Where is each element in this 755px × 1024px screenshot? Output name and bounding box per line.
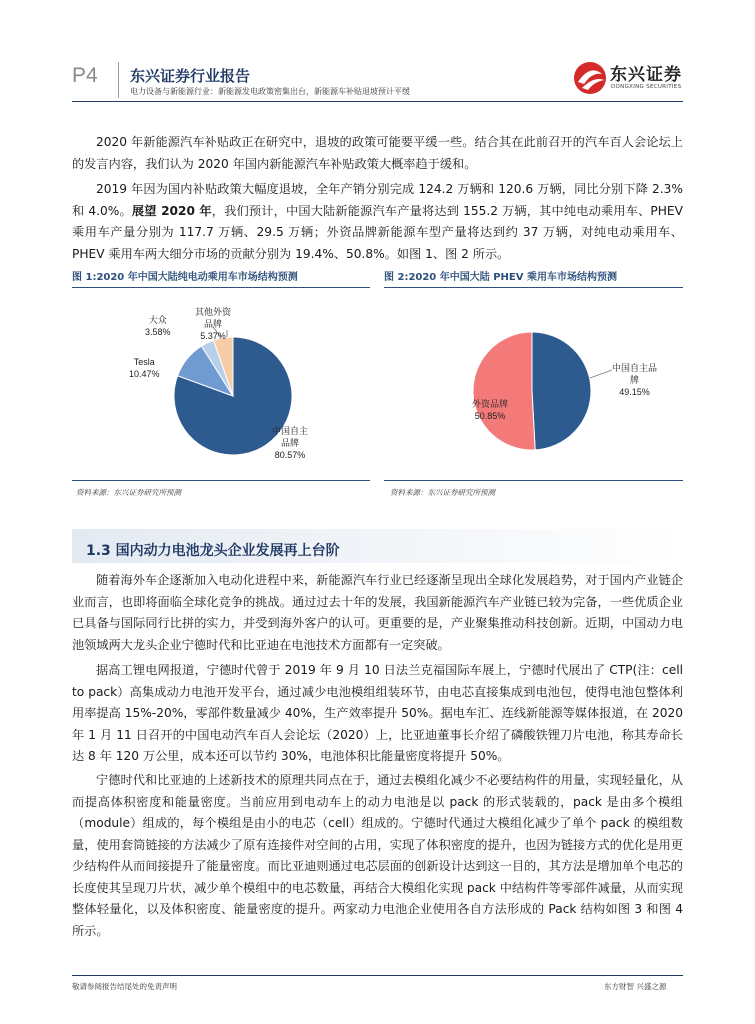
- paragraph-1: 2020 年新能源汽车补贴政正在研究中，退坡的政策可能要平缓一些。结合其在此前召开的汽车百人会论坛上的发言内容，我们认为 2020 年国内新能源汽车补贴政策大概率趋于缓和。: [72, 135, 683, 171]
- figure-2-bottom-rule: [384, 480, 683, 481]
- figure-2-top-rule: [384, 287, 683, 288]
- pie2-label-foreign: 外资品牌 50.85%: [472, 399, 509, 421]
- header-rule: [72, 101, 683, 102]
- logo-icon: [572, 60, 608, 96]
- pie2-slice-0: [532, 332, 591, 450]
- figure-1-source: 资料来源：东兴证券研究所预测: [76, 488, 181, 497]
- pie2-leader-domestic: [590, 370, 612, 378]
- paragraph-2: 2019 年因为国内补贴政策大幅度退坡，全年产销分别完成 124.2 万辆和 120.6 万辆，同比分别下降 2.3%和 4.0%。展望 2020 年，我们预计，中国大陆新能源汽车产量将达到 155.2 万辆，其中纯电动乘用车、PHEV 乘用车产量分别为 117.7 万辆、29.5 万辆；外资品牌新能源车型产量将达到约 37 万辆，对纯电动乘用车、PHEV 乘用车两大细分市场的贡献分别为 19.4%、50.8%。如图 1、图 2 所示。: [72, 182, 683, 261]
- pie1-label-domestic: 中国自主 品牌 80.57%: [272, 426, 309, 460]
- report-subtitle: 电力设备与新能源行业：新能源发电政策密集出台，新能源车补贴退坡预计平缓: [130, 87, 410, 96]
- pie1-label-vw: 大众 3.58%: [145, 315, 171, 337]
- figure-1-bottom-rule: [72, 480, 370, 481]
- logo-text-en: DONGXING SECURITIES: [611, 84, 682, 90]
- section-title: 1.3 国内动力电池龙头企业发展再上台阶: [86, 543, 340, 559]
- company-logo: [572, 58, 690, 100]
- figure-2-caption: 图 2:2020 年中国大陆 PHEV 乘用车市场结构预测: [384, 272, 617, 283]
- figure-1-caption: 图 1:2020 年中国大陆纯电动乘用车市场结构预测: [72, 272, 298, 283]
- pie2-slice-1: [473, 332, 535, 450]
- report-brand-title: 东兴证券行业报告: [130, 67, 251, 85]
- paragraph-3: 随着海外车企逐渐加入电动化进程中来，新能源汽车行业已经逐渐呈现出全球化发展趋势，对于国内产业链企业而言，也即将面临全球化竞争的挑战。通过过去十年的发展，我国新能源汽车产业链已较为完备，一些优质企业已具备与国际同行比拼的实力，并受到海外客户的认可。更重要的是，产业聚集推动科技创新。近期，中国动力电池领域两大龙头企业宁德时代和比亚迪在电池技术方面都有一定突破。: [72, 573, 683, 652]
- paragraph-2-emphasis: 展望 2020 年: [131, 203, 212, 218]
- logo-text-cn: 东兴证券: [610, 65, 682, 85]
- footer-rule: [72, 975, 683, 976]
- footer-disclaimer: 敬请参阅报告结尾处的免责声明: [72, 982, 177, 991]
- page-number: P4: [72, 64, 98, 87]
- footer-slogan: 东方财智 兴盛之源: [604, 982, 667, 991]
- pie2-label-domestic: 中国自主品 牌 49.15%: [612, 363, 658, 397]
- paragraph-4: 据高工锂电网报道，宁德时代曾于 2019 年 9 月 10 日法兰克福国际车展上，宁德时代展出了 CTP(注：cell to pack）高集成动力电池开发平台，通过减少电池模组组装环节，由电芯直接集成到电池包，使得电池包整体利用率提高 15%-20%，零部件数量减少 40%，生产效率提升 50%。据电车汇、连线新能源等媒体报道，在 2020 年 1 月 11 日召开的中国电动汽车百人会论坛（2020）上，比亚迪董事长介绍了磷酸铁锂刀片电池，称其寿命长达 8 年 120 万公里，成本还可以节约 30%，电池体积比能量密度将提升 50%。: [72, 663, 683, 763]
- pie1-label-other-foreign: 其他外资 品牌 5.37%: [195, 307, 232, 341]
- pie1-label-tesla: Tesla 10.47%: [129, 357, 160, 379]
- paragraph-5: 宁德时代和比亚迪的上述新技术的原理共同点在于，通过去模组化减少不必要结构件的用量，实现轻量化，从而提高体积密度和能量密度。当前应用到电动车上的动力电池是以 pack 的形式装载的，pack 是由多个模组（module）组成的，每个模组是由小的电芯（cell）组成的。宁德时代通过大模组化减少了单个 pack 的模组数量，使用套筒链接的方法减少了原有连接件对空间的占用，实现了体积密度的提升，也因为链接方式的优化是用更少结构件从而间接提升了能量密度。而比亚迪则通过电芯层面的创新设计达到这一目的，其方法是增加单个电芯的长度使其呈现刀片状，减少单个模组中的电芯数量，再结合大模组化实现 pack 中结构件等零部件减量，从而实现整体轻量化，以及体积密度、能量密度的提升。两家动力电池企业使用各自方法形成的 Pack 结构如图 3 和图 4 所示。: [72, 773, 683, 938]
- header-divider: [118, 62, 119, 98]
- figure-1-top-rule: [72, 287, 370, 288]
- figure-2-source: 资料来源：东兴证券研究所预测: [390, 488, 495, 497]
